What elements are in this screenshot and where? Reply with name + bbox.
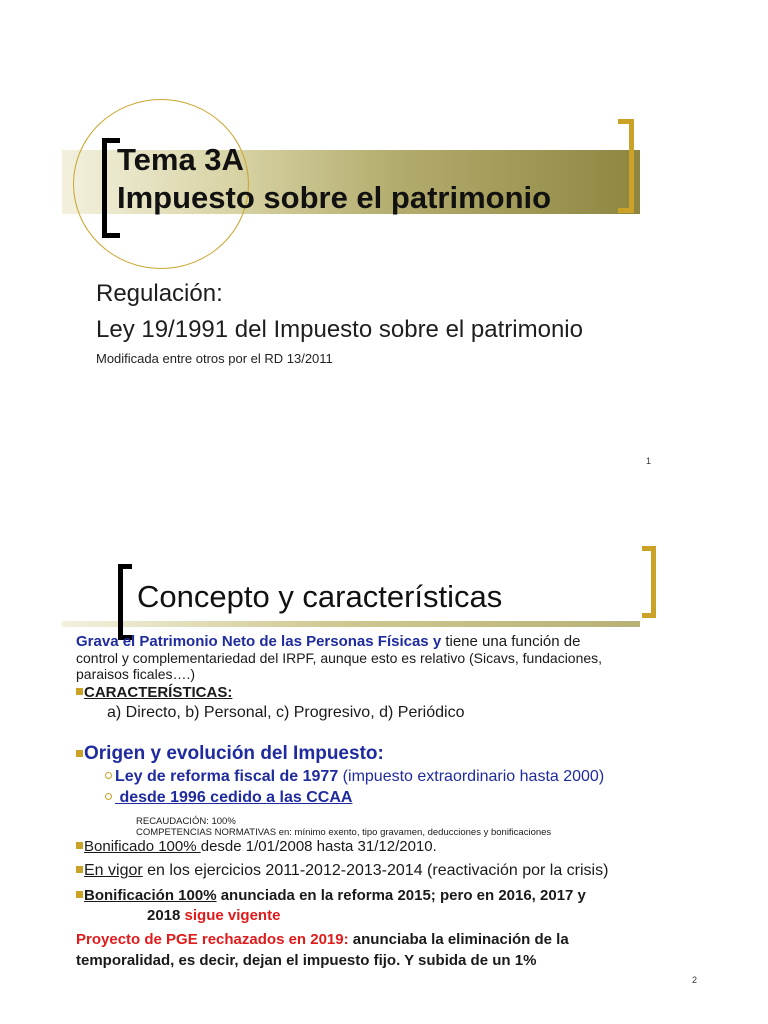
title-underline-band (62, 621, 640, 627)
competencias-note (136, 821, 552, 838)
proyecto-line-1 (76, 931, 569, 948)
regulacion-label: Regulación: (96, 280, 223, 307)
intro-rest: tiene una función de (441, 633, 581, 650)
caracteristicas-list: a) Directo, b) Personal, c) Progresivo, d) Periódico (107, 704, 465, 721)
origen-item (76, 743, 384, 765)
caracteristicas-item (76, 684, 232, 701)
vigor-rest: en los ejercicios 2011-2012-2013-2014 (reactivación por la crisis) (142, 862, 609, 879)
caracteristicas-label: CARACTERÍSTICAS: (84, 684, 233, 701)
vigor-item (76, 862, 608, 880)
bullet-square-icon (76, 688, 83, 695)
bullet-circle-icon (105, 772, 112, 779)
page-number: 2 (692, 975, 698, 985)
bonificado-underlined: Bonificado 100% (84, 838, 201, 855)
page-number: 1 (646, 456, 652, 466)
ley-reforma-bold: Ley de reforma fiscal de 1977 (115, 768, 339, 785)
proyecto-rest: anunciaba la eliminación de la (348, 931, 569, 948)
slide-2 (0, 512, 768, 1024)
bonificacion-item (76, 887, 586, 904)
ley-reforma-item (105, 768, 604, 786)
intro-line-1 (76, 633, 580, 650)
bullet-circle-icon (105, 793, 112, 800)
bonificacion-underlined: Bonificación 100% (84, 887, 217, 904)
origen-heading: Origen y evolución del Impuesto: (84, 743, 384, 764)
right-bracket (642, 546, 656, 618)
bonificacion-rest: anunciada en la reforma 2015; pero en 2016, 2017 y (216, 887, 586, 904)
vigor-underlined: En vigor (84, 862, 143, 879)
bonificado-item (76, 838, 437, 855)
proyecto-red: Proyecto de PGE rechazados en 2019: (76, 931, 349, 948)
slide-title-line-1: Tema 3A (117, 142, 244, 177)
recaudacion-note: RECAUDACIÓN: 100% (136, 816, 236, 827)
bullet-square-icon (76, 750, 83, 757)
competencias-text: COMPETENCIAS NORMATIVAS en: mínimo exento, tipo gravamen, deducciones y bonificaciones (136, 827, 552, 838)
intro-line-2: control y complementariedad del IRPF, aunque esto es relativo (Sicavs, fundaciones, (76, 650, 603, 666)
slide-title-line-2: Impuesto sobre el patrimonio (117, 180, 552, 215)
cedido-item (105, 789, 352, 807)
sigue-vigente: sigue vigente (184, 907, 281, 924)
modificada-note: Modificada entre otros por el RD 13/2011 (96, 351, 333, 366)
bullet-square-icon (76, 891, 83, 898)
proyecto-line-2: temporalidad, es decir, dejan el impuesto fijo. Y subida de un 1% (76, 952, 537, 969)
year-2018: 2018 (147, 907, 185, 924)
slide-title: Concepto y características (137, 579, 503, 614)
ley-reference: Ley 19/1991 del Impuesto sobre el patrimonio (96, 316, 583, 343)
right-bracket (618, 119, 634, 213)
bonificacion-line-2 (147, 907, 280, 924)
bullet-square-icon (76, 866, 83, 873)
cedido-text: desde 1996 cedido a las CCAA (115, 789, 353, 806)
left-bracket (118, 564, 132, 640)
bullet-square-icon (76, 842, 83, 849)
intro-bold: Grava el Patrimonio Neto de las Personas Físicas y (76, 633, 442, 650)
ley-reforma-rest: (impuesto extraordinario hasta 2000) (338, 768, 605, 785)
intro-line-3: paraisos ficales….) (76, 666, 196, 682)
bonificado-rest: desde 1/01/2008 hasta 31/12/2010. (200, 838, 437, 855)
